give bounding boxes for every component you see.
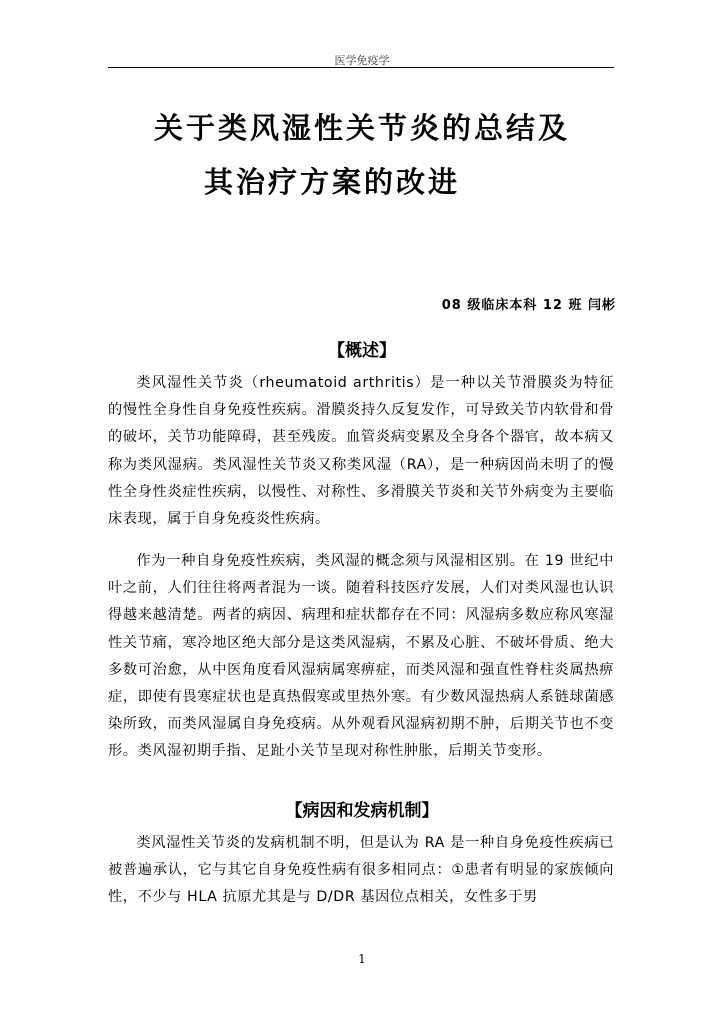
section-heading-overview: 【概述】 (328, 341, 396, 361)
page-header: 医学免疫学 (334, 54, 390, 67)
page-number: 1 (358, 952, 366, 966)
paragraph-etiology-1: 类风湿性关节炎的发病机制不明，但是认为 RA 是一种自身免疫性疾病已被普遍承认，它与其它自身免疫性病有很多相同点：①患者有明显的家族倾向性，不少与 HLA 抗原尤其是与 D/DR 基因位点相关，女性多于男 (108, 835, 614, 906)
paragraph-overview-1: 类风湿性关节炎（rheumatoid arthritis）是一种以关节滑膜炎为特征的慢性全身性自身免疫性疾病。滑膜炎持久反复发作，可导致关节内软骨和骨的破坏，关节功能障碍，甚至残废。血管炎病变累及全身各个器官，故本病又称为类风湿病。类风湿性关节炎又称类风湿（RA），是一种病因尚未明了的慢性全身性炎症性疾病，以慢性、对称性、多滑膜关节炎和关节外病变为主要临床表现，属于自身免疫炎性疾病。 (108, 375, 614, 528)
document-title-line-1: 关于类风湿性关节炎的总结及 (153, 111, 570, 145)
paragraph-overview-2: 作为一种自身免疫性疾病，类风湿的概念须与风湿相区别。在 19 世纪中叶之前，人们往往将两者混为一谈。随着科技医疗发展，人们对类风湿也认识得越来越清楚。两者的病因、病理和症状都存在不同：风湿病多数应称风寒湿性关节痛，寒冷地区绝大部分是这类风湿病，不累及心脏、不破坏骨质、绝大多数可治愈，从中医角度看风湿病属寒痹症，而类风湿和强直性脊柱炎属热痹症，即使有畏寒症状也是真热假寒或里热外寒。有少数风湿热病人系链球菌感染所致，而类风湿属自身免疫病。从外观看风湿病初期不肿，后期关节也不变形。类风湿初期手指、足趾小关节呈现对称性肿胀，后期关节变形。 (108, 553, 614, 760)
document-title-line-2: 其治疗方案的改进 (203, 165, 460, 199)
header-rule (108, 67, 614, 68)
section-heading-etiology: 【病因和发病机制】 (285, 801, 439, 821)
author-line: 08 级临床本科 12 班 闫彬 (441, 298, 616, 313)
